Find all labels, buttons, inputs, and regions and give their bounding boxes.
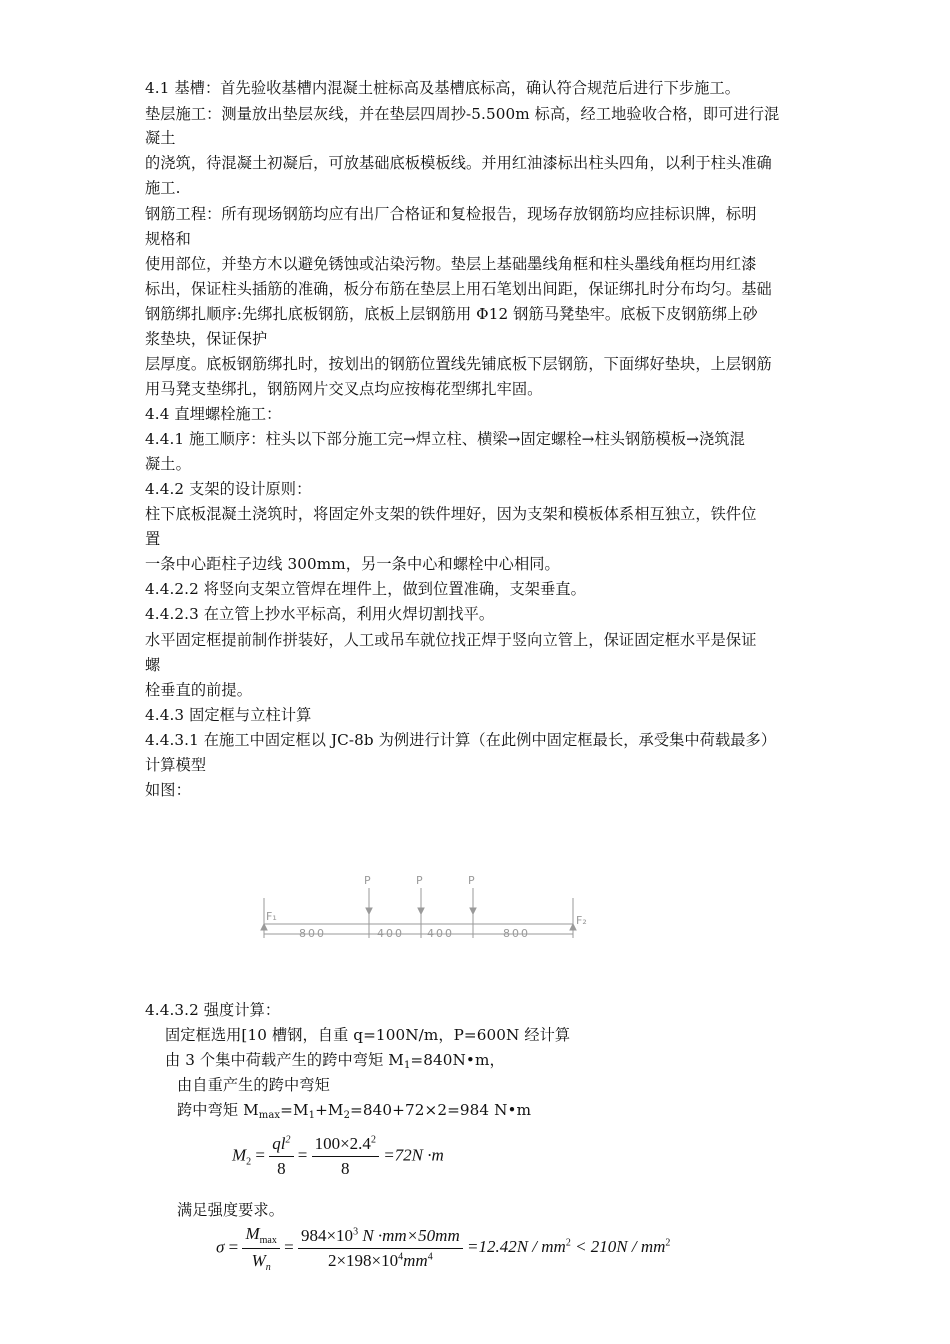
fraction-numerator [242, 1224, 279, 1249]
text-line: 凝土 [145, 129, 176, 147]
text-line: 置 [145, 530, 161, 548]
text-run: =840N•m， [410, 1051, 505, 1069]
equals-sign: = [297, 1145, 308, 1165]
numerator-text: ql [272, 1134, 286, 1153]
numerator-text: N ·mm×50mm [358, 1226, 460, 1245]
text-run: =M [280, 1101, 309, 1119]
text-line [165, 1050, 505, 1076]
section-heading: 4.4.2 支架的设计原则： [145, 480, 312, 498]
text-line: 使用部位，并垫方木以避免锈蚀或沾染污物。垫层上基础墨线角框和柱头墨线角框均用红漆 [145, 255, 757, 273]
fraction [269, 1134, 293, 1179]
text-line: 层厚度。底板钢筋绑扎时，按划出的钢筋位置线先铺底板下层钢筋，下面绑好垫块，上层钢筋 [145, 355, 772, 373]
text-run: +M [315, 1101, 344, 1119]
text-line: 由自重产生的跨中弯矩 [177, 1076, 330, 1094]
text-line: 水平固定框提前制作拼装好，人工或吊车就位找正焊于竖向立管上，保证固定框水平是保证 [145, 631, 757, 649]
fraction-denominator [242, 1249, 279, 1273]
text-line: 栓垂直的前提。 [145, 681, 253, 699]
superscript: 2 [665, 1237, 671, 1249]
subscript: 1 [403, 1060, 411, 1071]
text-line: 垫层施工：测量放出垫层灰线，并在垫层四周抄-5.500m 标高，经工地验收合格，即可进行混 [145, 105, 780, 123]
text-run: =840+72×2=984 N•m [350, 1101, 532, 1119]
superscript: 4 [398, 1251, 404, 1263]
text-line [177, 1100, 531, 1126]
text-line: 4.4.1 施工顺序：柱头以下部分施工完→焊立柱、横梁→固定螺栓→柱头钢筋模板→浇筑混 [145, 430, 745, 448]
text-run: 跨中弯矩 M [177, 1101, 259, 1119]
equals-sign: = [284, 1237, 294, 1257]
formula-lhs: σ [216, 1237, 225, 1257]
text-line: 的浇筑，待混凝土初凝后，可放基础底板模板线。并用红油漆标出柱头四角，以利于柱头准确 [145, 154, 772, 172]
text-line: 一条中心距柱子边线 300mm，另一条中心和螺栓中心相同。 [145, 555, 560, 573]
fraction-numerator [298, 1226, 463, 1249]
subscript: 1 [308, 1110, 316, 1121]
fraction-denominator: 8 [341, 1159, 350, 1178]
superscript: 4 [427, 1251, 433, 1263]
fraction-numerator [269, 1134, 293, 1157]
fraction [312, 1134, 379, 1179]
text-line: 柱下底板混凝土浇筑时，将固定外支架的铁件埋好，因为支架和模板体系相互独立，铁件位 [145, 505, 757, 523]
beam-diagram [255, 868, 615, 948]
section-heading: 4.4 直埋螺栓施工： [145, 405, 282, 423]
numerator-text: M [245, 1224, 260, 1243]
text-line: 钢筋绑扎顺序:先绑扎底板钢筋，底板上层钢筋用 Φ12 钢筋马凳垫牢。底板下皮钢筋绑上砂 [145, 305, 758, 323]
denominator-text: mm [403, 1251, 428, 1270]
load-label: P [364, 874, 371, 887]
equals-sign: = [255, 1145, 266, 1165]
text-run: 由 3 个集中荷载产生的跨中弯矩 M [165, 1051, 404, 1069]
numerator-text: 984×10 [300, 1226, 354, 1245]
denominator-text: 2×198×10 [327, 1251, 399, 1270]
formula-subscript: 2 [246, 1156, 252, 1168]
text-line: 4.4.2.3 在立管上抄水平标高，利用火焊切割找平。 [145, 605, 495, 623]
formula-lhs: M [232, 1145, 247, 1165]
denominator-text: W [251, 1251, 266, 1270]
fraction [242, 1224, 279, 1273]
formula-result [467, 1237, 670, 1256]
section-heading: 4.4.3.2 强度计算： [145, 1001, 281, 1019]
superscript: 2 [565, 1237, 571, 1249]
text-line: 固定框选用[10 槽钢，自重 q=100N/m，P=600N 经计算 [165, 1026, 571, 1044]
numerator-text: 100×2.4 [314, 1134, 371, 1153]
text-line: 钢筋工程：所有现场钢筋均应有出厂合格证和复检报告，现场存放钢筋均应挂标识牌，标明 [145, 205, 757, 223]
subscript: max [259, 1235, 277, 1246]
subscript: n [265, 1262, 271, 1273]
fraction-denominator [298, 1249, 463, 1271]
superscript: 2 [285, 1134, 291, 1146]
fraction-numerator [312, 1134, 379, 1157]
text-line: 如图： [145, 781, 191, 799]
result-text: =12.42N / mm [466, 1237, 566, 1257]
section-heading: 4.4.3 固定框与立柱计算 [145, 706, 312, 724]
span-label: 400 [427, 927, 454, 940]
result-text: < 210N / mm [570, 1237, 666, 1257]
text-line: 螺 [145, 656, 161, 674]
text-line: 规格和 [145, 230, 191, 248]
reaction-label-left: F₁ [266, 910, 277, 923]
load-label: P [468, 874, 475, 887]
text-line: 浆垫块，保证保护 [145, 330, 268, 348]
load-label: P [416, 874, 423, 887]
span-label: 800 [503, 927, 530, 940]
text-line: 计算模型 [145, 756, 207, 774]
subscript: 2 [343, 1110, 351, 1121]
text-line: 凝土。 [145, 455, 191, 473]
reaction-label-right: F₂ [576, 914, 587, 927]
formula-result: =72N ·m [383, 1145, 444, 1165]
formula-m2 [232, 1134, 444, 1179]
fraction-denominator: 8 [277, 1159, 286, 1178]
span-label: 400 [377, 927, 404, 940]
subscript: max [258, 1110, 281, 1121]
text-line: 4.4.2.2 将竖向支架立管焊在埋件上，做到位置准确，支架垂直。 [145, 580, 586, 598]
equals-sign: = [228, 1237, 239, 1257]
text-line: 满足强度要求。 [177, 1201, 285, 1219]
text-line: 施工. [145, 179, 181, 197]
text-line: 4.4.3.1 在施工中固定框以 JC-8b 为例进行计算（在此例中固定框最长，承受集中荷载最多） [145, 731, 777, 749]
superscript: 3 [353, 1226, 359, 1238]
text-line: 4.1 基槽：首先验收基槽内混凝土桩标高及基槽底标高，确认符合规范后进行下步施工。 [145, 79, 741, 97]
formula-sigma [216, 1224, 670, 1273]
span-label: 800 [299, 927, 326, 940]
text-line: 标出，保证柱头插筋的准确，板分布筋在垫层上用石笔划出间距，保证绑扎时分布均匀。基础 [145, 280, 772, 298]
text-line: 用马凳支垫绑扎，钢筋网片交叉点均应按梅花型绑扎牢固。 [145, 380, 543, 398]
superscript: 2 [370, 1134, 376, 1146]
fraction [298, 1226, 463, 1271]
